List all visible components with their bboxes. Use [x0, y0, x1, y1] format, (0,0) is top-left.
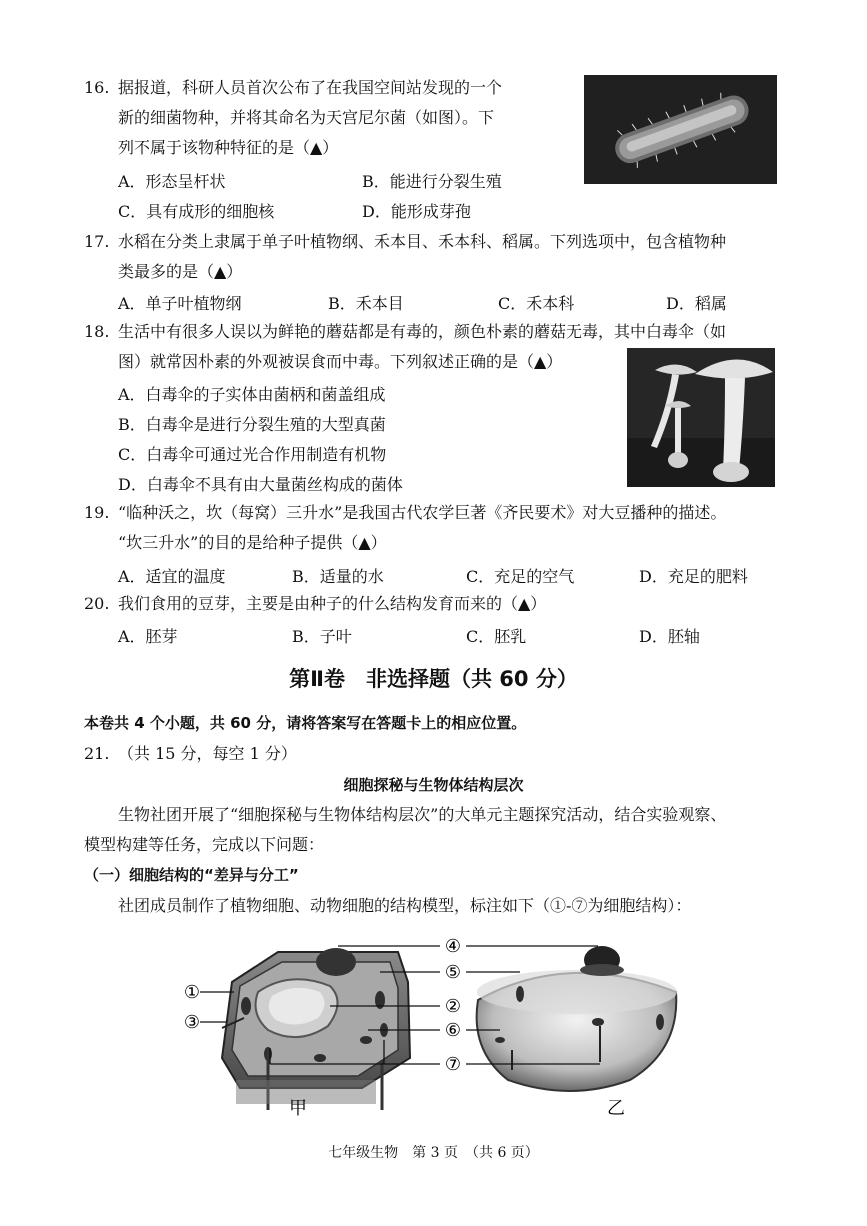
q20-option-d: D．胚轴: [639, 627, 700, 646]
q16-option-a: A．形态呈杆状: [118, 172, 226, 191]
q17-option-d: D．稻属: [666, 294, 727, 313]
q18-option-a: A．白毒伞的子实体由菌柄和菌盖组成: [118, 385, 386, 404]
q21-score: （共 15 分，每空 1 分）: [118, 744, 297, 763]
label-1: ①: [183, 982, 201, 1003]
q20-option-c: C．胚乳: [466, 627, 527, 646]
q19-option-a: A．适宜的温度: [118, 567, 226, 586]
label-6: ⑥: [444, 1020, 462, 1041]
cell-model-figure: [170, 930, 690, 1120]
q21-subheading: （一）细胞结构的“差异与分工”: [84, 866, 299, 884]
caption-jia: 甲: [289, 1098, 307, 1119]
q18-option-d: D．白毒伞不具有由大量菌丝构成的菌体: [118, 475, 403, 494]
q18-option-c: C．白毒伞可通过光合作用制造有机物: [118, 445, 387, 464]
animal-cell-model: [477, 946, 677, 1091]
q17-number: 17.: [84, 232, 110, 251]
q16-stem-line3: 列不属于该物种特征的是（▲）: [118, 138, 339, 157]
label-4: ④: [444, 936, 462, 957]
q20-option-a: A．胚芽: [118, 627, 178, 646]
q19-stem-line1: “临种沃之，坎（每窝）三升水”是我国古代农学巨著《齐民要术》对大豆播种的描述。: [118, 503, 727, 522]
q16-option-b: B．能进行分裂生殖: [362, 172, 502, 191]
q20-stem-line1: 我们食用的豆芽，主要是由种子的什么结构发育而来的（▲）: [118, 594, 547, 613]
q18-number: 18.: [84, 322, 110, 341]
q18-option-b: B．白毒伞是进行分裂生殖的大型真菌: [118, 415, 386, 434]
label-5: ⑤: [444, 962, 462, 983]
q21-intro-line2: 模型构建等任务，完成以下问题：: [84, 835, 325, 854]
q17-option-a: A．单子叶植物纲: [118, 294, 242, 313]
q16-number: 16.: [84, 78, 110, 97]
q19-option-c: C．充足的空气: [466, 567, 575, 586]
label-2: ②: [444, 996, 462, 1017]
q16-stem-line1: 据报道，科研人员首次公布了在我国空间站发现的一个: [118, 78, 503, 97]
page-footer: 七年级生物 第 3 页 （共 6 页）: [328, 1145, 539, 1161]
section2-title: 第Ⅱ卷 非选择题（共 60 分）: [289, 667, 578, 691]
q21-description: 社团成员制作了植物细胞、动物细胞的结构模型，标注如下（①-⑦为细胞结构）：: [118, 896, 692, 915]
q19-option-b: B．适量的水: [292, 567, 384, 586]
q17-option-c: C．禾本科: [498, 294, 575, 313]
q20-option-b: B．子叶: [292, 627, 352, 646]
q17-option-b: B．禾本目: [328, 294, 404, 313]
caption-yi: 乙: [607, 1098, 625, 1119]
section2-note: 本卷共 4 个小题，共 60 分，请将答案写在答题卡上的相应位置。: [84, 714, 527, 732]
q21-title: 细胞探秘与生物体结构层次: [343, 776, 524, 794]
q21-number: 21.: [84, 744, 110, 763]
q16-stem-line2: 新的细菌物种，并将其命名为天宫尼尔菌（如图）。下: [118, 108, 495, 127]
q20-number: 20.: [84, 594, 110, 613]
q17-stem-line2: 类最多的是（▲）: [118, 262, 243, 281]
q19-stem-line2: “坎三升水”的目的是给种子提供（▲）: [118, 533, 387, 552]
q16-option-c: C．具有成形的细胞核: [118, 202, 275, 221]
q18-stem-line2: 图）就常因朴素的外观被误食而中毒。下列叙述正确的是（▲）: [118, 352, 563, 371]
q19-number: 19.: [84, 503, 110, 522]
mushroom-photo: [627, 348, 775, 487]
q17-stem-line1: 水稻在分类上隶属于单子叶植物纲、禾本目、禾本科、稻属。下列选项中，包含植物种: [118, 232, 727, 251]
bacterium-photo: [584, 75, 777, 184]
q16-option-d: D．能形成芽孢: [362, 202, 471, 221]
q18-stem-line1: 生活中有很多人误以为鲜艳的蘑菇都是有毒的，颜色朴素的蘑菇无毒，其中白毒伞（如: [118, 322, 727, 341]
label-3: ③: [183, 1012, 201, 1033]
q21-intro-line1: 生物社团开展了“细胞探秘与生物体结构层次”的大单元主题探究活动，结合实验观察、: [118, 805, 727, 824]
q19-option-d: D．充足的肥料: [639, 567, 748, 586]
label-7: ⑦: [444, 1054, 462, 1075]
